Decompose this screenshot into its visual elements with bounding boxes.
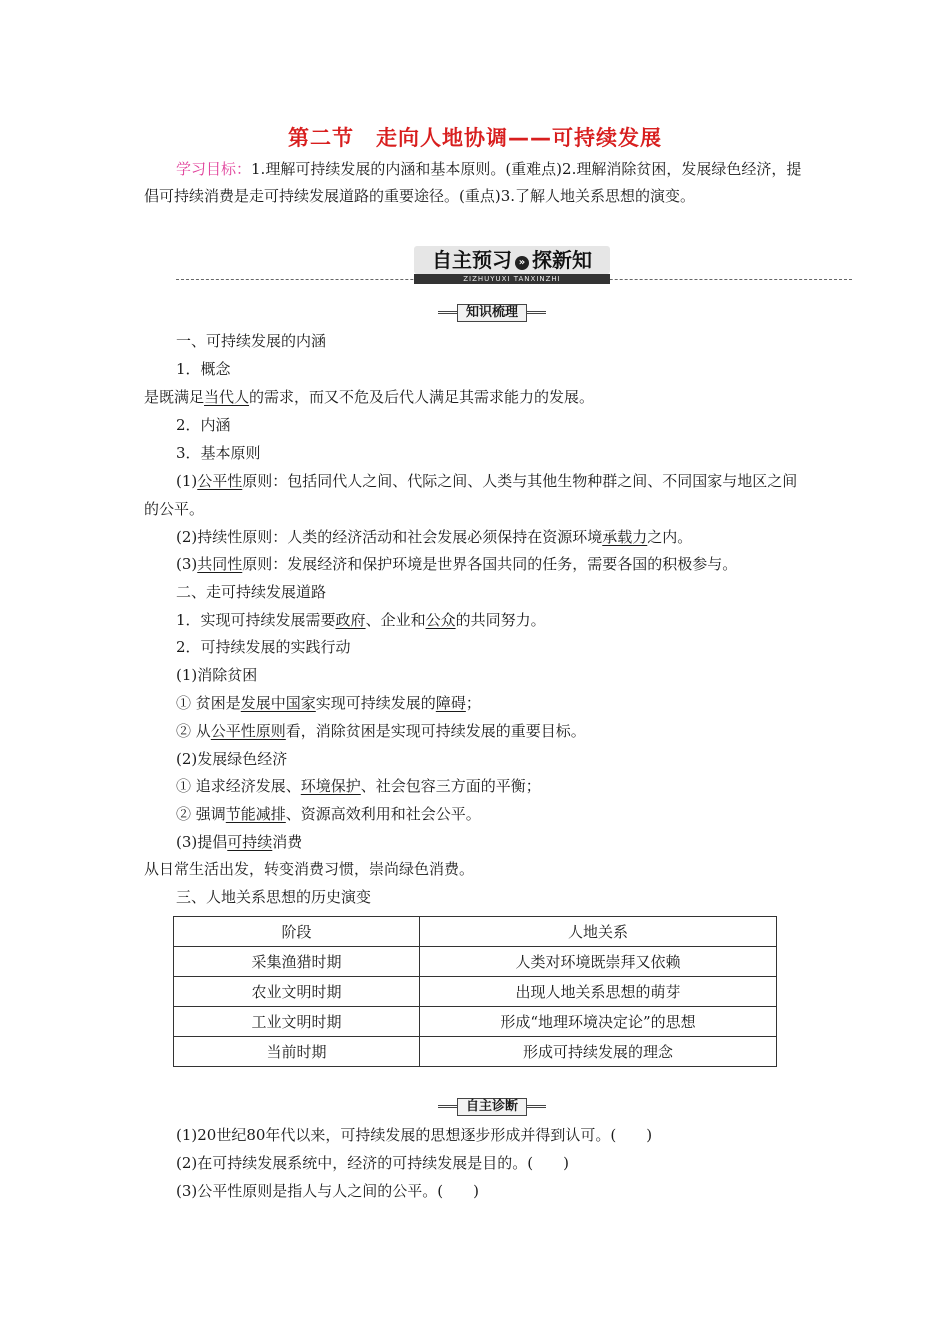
table-header: 阶段 xyxy=(174,917,420,947)
sub-heading-concept: 1．概念 xyxy=(176,360,231,378)
page-title: 第二节 走向人地协调——可持续发展 xyxy=(288,126,662,150)
path-item-1: 1．实现可持续发展需要政府、企业和公众的共同努力。 xyxy=(176,611,546,629)
path-item-2: 2．可持续发展的实践行动 xyxy=(176,638,351,656)
tag-label: 知识梳理 xyxy=(457,304,527,322)
table-cell: 当前时期 xyxy=(174,1037,420,1067)
banner-title xyxy=(414,246,610,274)
poverty-heading: (1)消除贫困 xyxy=(176,666,258,684)
section-tag-diagnosis xyxy=(438,1098,546,1114)
table-cell: 形成“地理环境决定论”的思想 xyxy=(420,1007,777,1037)
tag-label: 自主诊断 xyxy=(457,1098,527,1116)
double-arrow-icon: » xyxy=(515,256,529,270)
table-row xyxy=(174,947,777,977)
principle-commonality: (3)共同性原则：发展经济和保护环境是世界各国共同的任务，需要各国的积极参与。 xyxy=(176,555,738,573)
stages-table xyxy=(173,916,777,1067)
section-banner xyxy=(176,246,852,282)
consumption-heading: (3)提倡可持续消费 xyxy=(176,833,303,851)
green-point-1: ① 追求经济发展、环境保护、社会包容三方面的平衡； xyxy=(176,777,541,795)
table-header: 人地关系 xyxy=(420,917,777,947)
table-cell: 农业文明时期 xyxy=(174,977,420,1007)
heading-1: 一、可持续发展的内涵 xyxy=(176,332,327,350)
heading-2: 二、走可持续发展道路 xyxy=(176,583,327,601)
concept-text: 是既满足当代人的需求，而又不危及后代人满足其需求能力的发展。 xyxy=(144,388,595,406)
objectives-label: 学习目标： xyxy=(176,160,252,178)
table-cell: 形成可持续发展的理念 xyxy=(420,1037,777,1067)
principle-fairness: (1)公平性原则：包括同代人之间、代际之间、人类与其他生物种群之间、不同国家与地区之间的公平。 xyxy=(144,472,798,518)
diagnosis-item: (3)公平性原则是指人与人之间的公平。( ) xyxy=(176,1182,479,1200)
poverty-point-2: ② 从公平性原则看，消除贫困是实现可持续发展的重要目标。 xyxy=(176,722,586,740)
table-header-row xyxy=(174,917,777,947)
banner-subtitle: ZIZHUYUXI TANXINZHI xyxy=(414,274,610,284)
table-cell: 人类对环境既崇拜又依赖 xyxy=(420,947,777,977)
learning-objectives xyxy=(144,156,804,210)
consumption-text: 从日常生活出发，转变消费习惯，崇尚绿色消费。 xyxy=(144,860,475,878)
objectives-text: 1.理解可持续发展的内涵和基本原则。(重难点)2.理解消除贫困，发展绿色经济，提倡可持续消费是走可持续发展道路的重要途径。(重点)3.了解人地关系思想的演变。 xyxy=(144,160,802,205)
table-cell: 采集渔猎时期 xyxy=(174,947,420,977)
section-tag-knowledge xyxy=(438,304,546,320)
banner-part1: 自主预习 xyxy=(432,248,512,272)
table-cell: 工业文明时期 xyxy=(174,1007,420,1037)
table-row xyxy=(174,977,777,1007)
table-row xyxy=(174,1037,777,1067)
table-row xyxy=(174,1007,777,1037)
green-economy-heading: (2)发展绿色经济 xyxy=(176,750,288,768)
poverty-point-1: ① 贫困是发展中国家实现可持续发展的障碍； xyxy=(176,694,481,712)
sub-heading-principles: 3．基本原则 xyxy=(176,444,261,462)
heading-3: 三、人地关系思想的历史演变 xyxy=(176,888,372,906)
table-cell: 出现人地关系思想的萌芽 xyxy=(420,977,777,1007)
diagnosis-item: (1)20世纪80年代以来，可持续发展的思想逐步形成并得到认可。( ) xyxy=(176,1126,653,1144)
banner-part2: 探新知 xyxy=(532,248,592,272)
sub-heading-connotation: 2．内涵 xyxy=(176,416,231,434)
diagnosis-item: (2)在可持续发展系统中，经济的可持续发展是目的。( ) xyxy=(176,1154,569,1172)
green-point-2: ② 强调节能减排、资源高效利用和社会公平。 xyxy=(176,805,481,823)
principle-sustainability: (2)持续性原则：人类的经济活动和社会发展必须保持在资源环境承载力之内。 xyxy=(176,528,693,546)
